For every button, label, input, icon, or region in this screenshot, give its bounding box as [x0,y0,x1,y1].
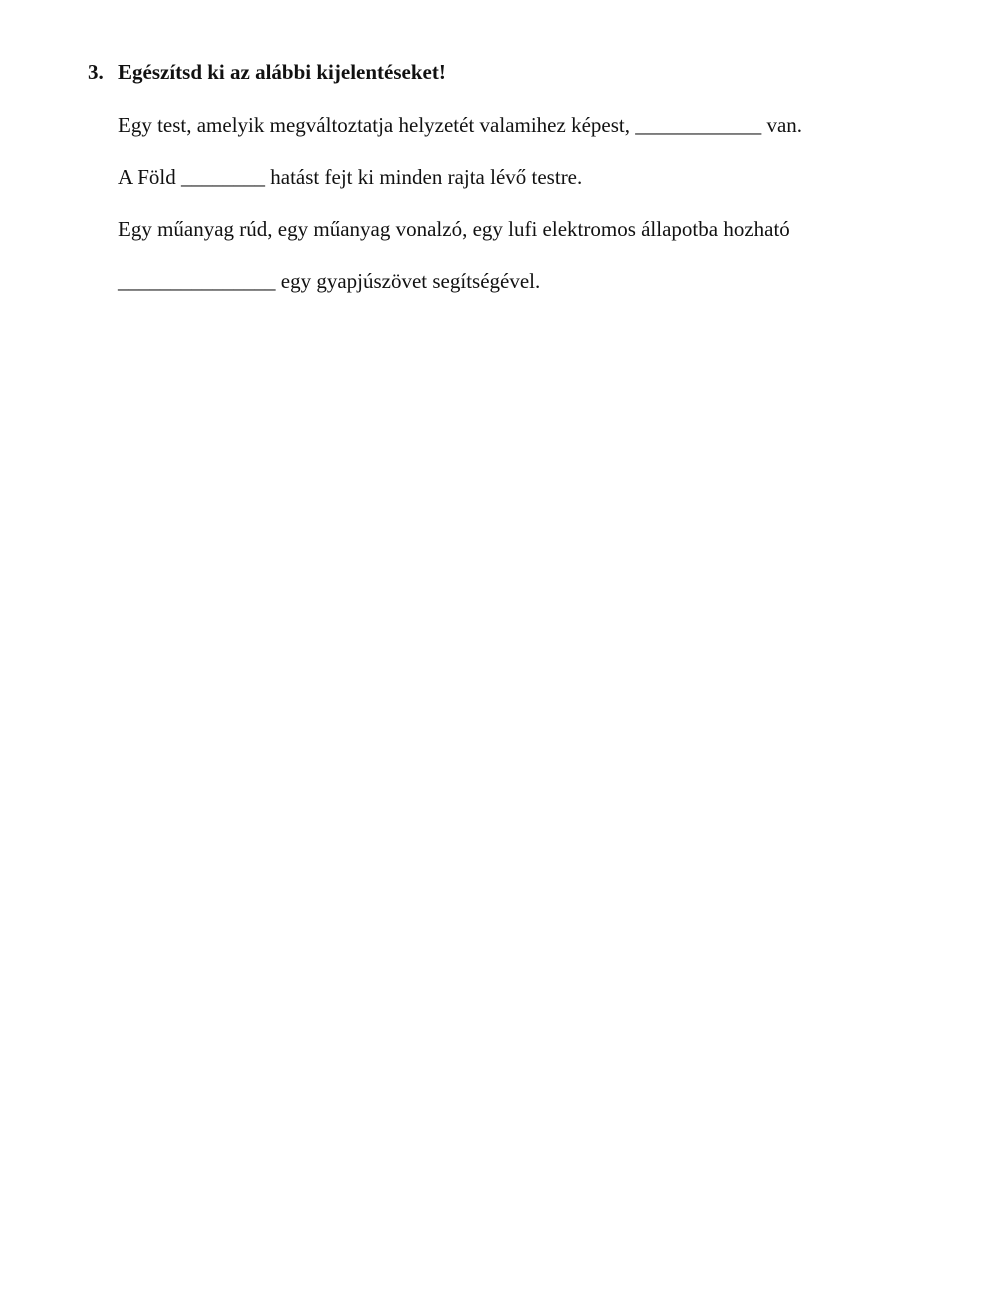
sentence-3-blank[interactable]: _______________ [118,269,276,293]
sentence-1-blank[interactable]: ____________ [635,113,762,137]
sentence-3-after: egy gyapjúszövet segítségével. [275,269,541,293]
task-number: 3. [88,60,104,84]
sentence-2 [118,163,582,191]
task-title: Egészítsd ki az alábbi kijelentéseket! [118,60,446,84]
sentence-2-blank[interactable]: ________ [181,165,266,189]
sentence-1-after: van. [761,113,803,137]
sentence-1 [118,111,802,139]
sentence-2-before: A Föld [118,165,182,189]
sentence-3-line-2 [118,267,540,295]
sentence-1-before: Egy test, amelyik megváltoztatja helyzetét valamihez képest, [118,113,636,137]
sentence-3-before: Egy műanyag rúd, egy műanyag vonalzó, egy lufi elektromos állapotba hozható [118,217,790,241]
sentence-3-line-1 [118,215,790,243]
task-heading [88,58,446,86]
sentence-2-after: hatást fejt ki minden rajta lévő testre. [265,165,583,189]
